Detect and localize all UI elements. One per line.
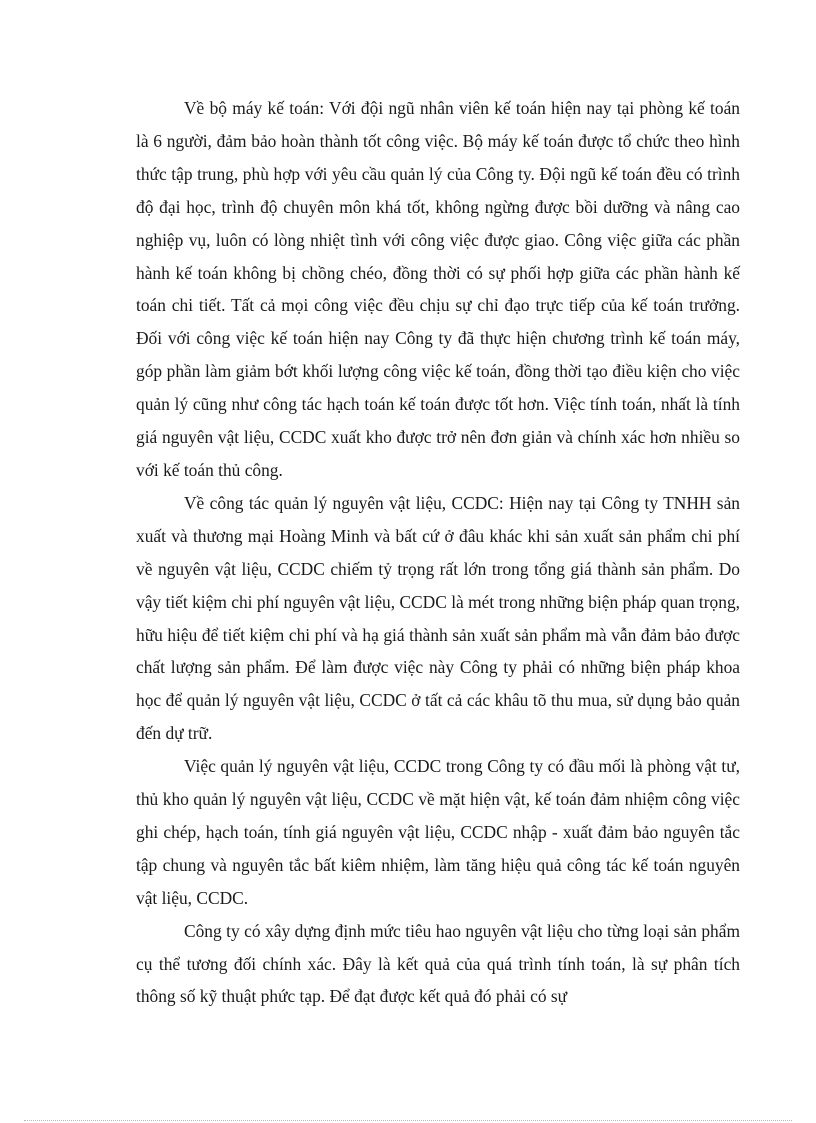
page-bottom-divider <box>24 1120 792 1121</box>
paragraph-accounting-apparatus: Về bộ máy kế toán: Với đội ngũ nhân viên kế toán hiện nay tại phòng kế toán là 6 người, đảm bảo hoàn thành tốt công việc. Bộ máy kế toán được tổ chức theo hình thức tập trung, phù hợp với yêu cầu quản lý của Công ty. Đội ngũ kế toán đều có trình độ đại học, trình độ chuyên môn khá tốt, không ngừng được bồi dưỡng và nâng cao nghiệp vụ, luôn có lòng nhiệt tình với công việc được giao. Công việc giữa các phần hành kế toán không bị chồng chéo, đồng thời có sự phối hợp giữa các phần hành kế toán chi tiết. Tất cả mọi công việc đều chịu sự chỉ đạo trực tiếp của kế toán trưởng. Đối với công việc kế toán hiện nay Công ty đã thực hiện chương trình kế toán máy, góp phần làm giảm bớt khối lượng công việc kế toán, đồng thời tạo điều kiện cho việc quản lý cũng như công tác hạch toán kế toán được tốt hơn. Việc tính toán, nhất là tính giá nguyên vật liệu, CCDC xuất kho được trở nên đơn giản và chính xác hơn nhiều so với kế toán thủ công. <box>136 98 740 480</box>
paragraph-management-responsibility: Việc quản lý nguyên vật liệu, CCDC trong Công ty có đầu mối là phòng vật tư, thủ kho quản lý nguyên vật liệu, CCDC về mặt hiện vật, kế toán đảm nhiệm công việc ghi chép, hạch toán, tính giá nguyên vật liệu, CCDC nhập - xuất đảm bảo nguyên tắc tập chung và nguyên tắc bất kiêm nhiệm, làm tăng hiệu quả công tác kế toán nguyên vật liệu, CCDC. <box>136 756 740 908</box>
paragraph-consumption-norms: Công ty có xây dựng định mức tiêu hao nguyên vật liệu cho từng loại sản phẩm cụ thể tương đối chính xác. Đây là kết quả của quá trình tính toán, là sự phân tích thông số kỹ thuật phức tạp. Để đạt được kết quả đó phải có sự <box>136 920 740 1007</box>
document-body <box>136 92 740 1013</box>
paragraph-materials-management: Về công tác quản lý nguyên vật liệu, CCDC: Hiện nay tại Công ty TNHH sản xuất và thương mại Hoàng Minh và bất cứ ở đâu khác khi sản xuất sản phẩm chi phí về nguyên vật liệu, CCDC chiếm tỷ trọng rất lớn trong tổng giá thành sản phẩm. Do vậy tiết kiệm chi phí nguyên vật liệu, CCDC là mét trong những biện pháp quan trọng, hữu hiệu để tiết kiệm chi phí và hạ giá thành sản xuất sản phẩm mà vẫn đảm bảo được chất lượng sản phẩm. Để làm được việc này Công ty phải có những biện pháp khoa học để quản lý nguyên vật liệu, CCDC ở tất cả các khâu tõ thu mua, sử dụng bảo quản đến dự trữ. <box>136 492 740 744</box>
